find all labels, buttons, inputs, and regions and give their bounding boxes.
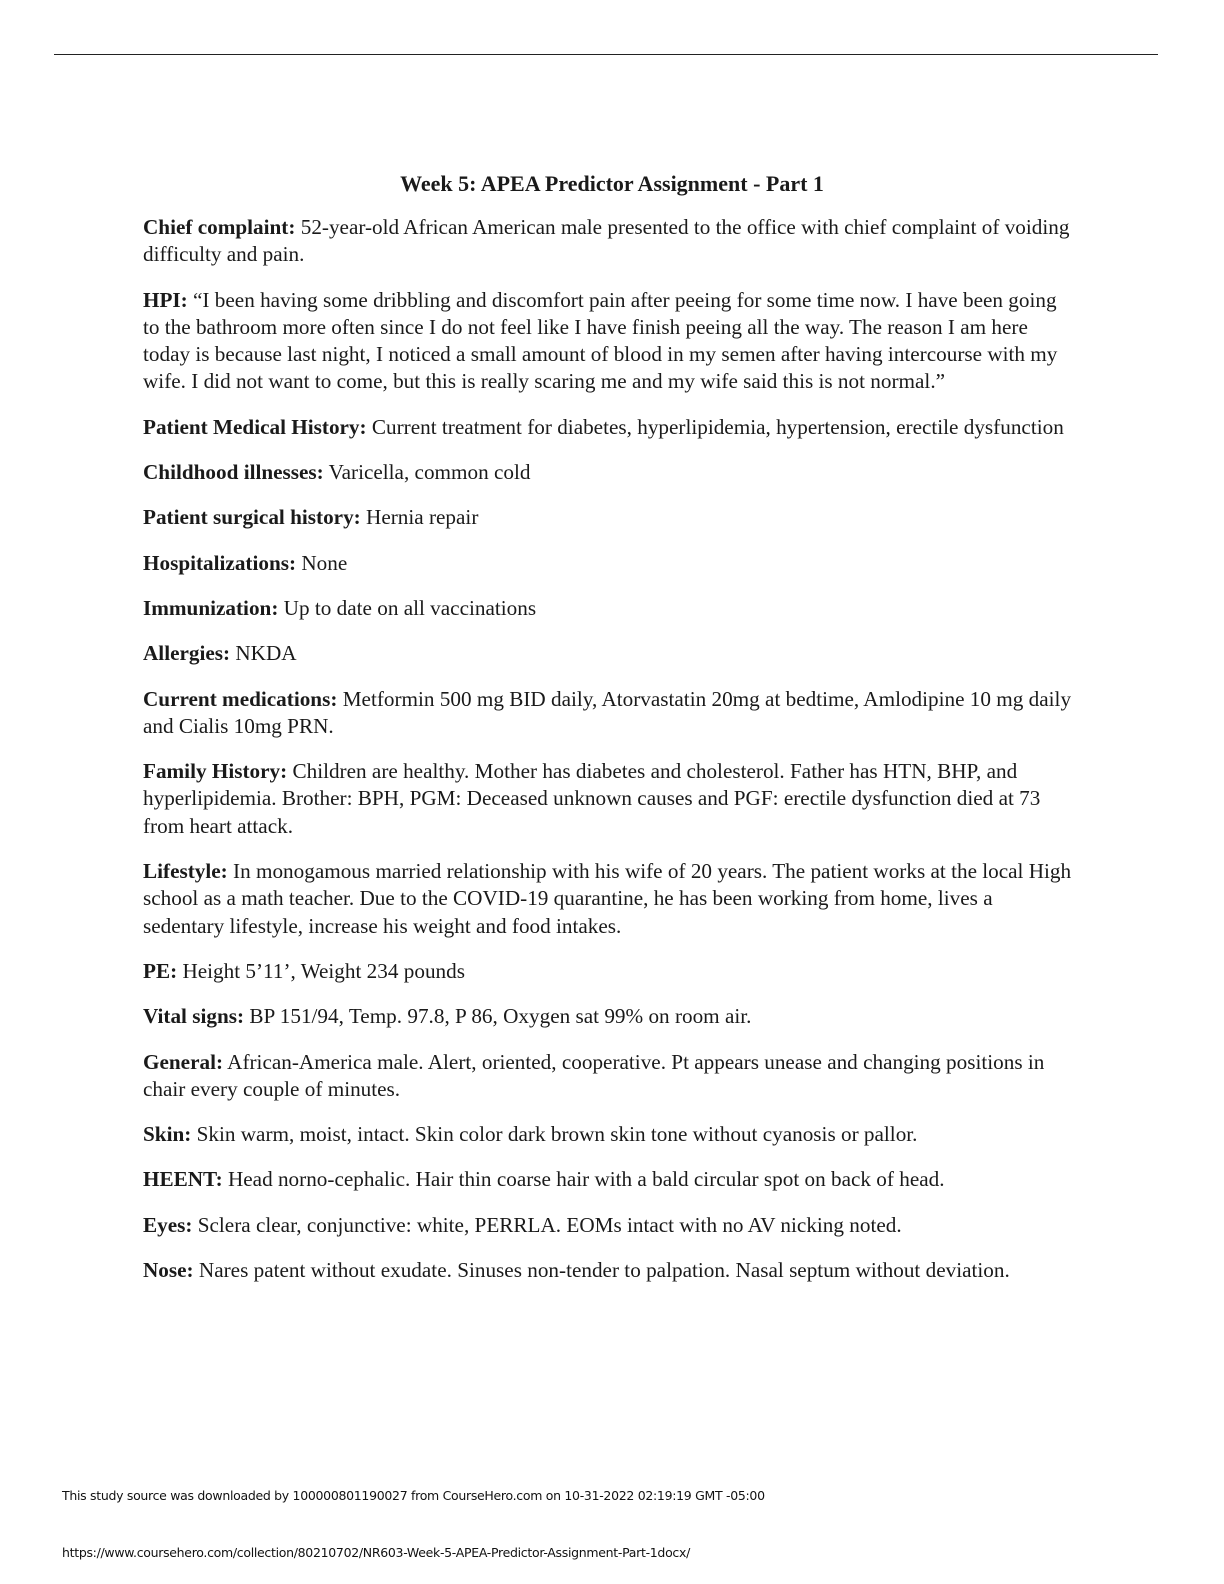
section-label: Patient Medical History: xyxy=(143,414,367,439)
section-label: General: xyxy=(143,1049,224,1074)
header-rule xyxy=(54,54,1158,55)
section-label: HPI: xyxy=(143,287,188,312)
eyes-section xyxy=(143,1212,1073,1239)
source-url-link[interactable]: https://www.coursehero.com/collection/80210702/NR603-Week-5-APEA-Predictor-Assignment-Part-1docx/ xyxy=(62,1545,690,1560)
section-text: In monogamous married relationship with his wife of 20 years. The patient works at the local High school as a math teacher. Due to the COVID-19 quarantine, he has been working from home, lives a sedentary lifestyle, increase his weight and food intakes. xyxy=(143,859,1072,938)
allergies-section xyxy=(143,640,1073,667)
document-title: Week 5: APEA Predictor Assignment - Part 1 xyxy=(400,171,824,196)
section-text: Head norno-cephalic. Hair thin coarse hair with a bald circular spot on back of head. xyxy=(222,1167,945,1192)
section-text: African-America male. Alert, oriented, cooperative. Pt appears unease and changing positions in chair every couple of minutes. xyxy=(143,1049,1045,1101)
section-label: Lifestyle: xyxy=(143,859,228,884)
childhood-illnesses-section xyxy=(143,459,1073,486)
section-label: Patient surgical history: xyxy=(143,505,361,530)
section-label: Childhood illnesses: xyxy=(143,460,324,485)
immunization-section xyxy=(143,595,1073,622)
section-text: NKDA xyxy=(230,641,297,666)
download-source-notice: This study source was downloaded by 100000801190027 from CourseHero.com on 10-31-2022 02:19:19 GMT -05:00 xyxy=(62,1488,765,1503)
general-section xyxy=(143,1049,1073,1104)
section-text: 52-year-old African American male presented to the office with chief complaint of voiding difficulty and pain. xyxy=(143,215,1070,267)
section-label: PE: xyxy=(143,958,178,983)
section-label: Allergies: xyxy=(143,641,231,666)
section-text: Hernia repair xyxy=(360,505,479,530)
pe-section xyxy=(143,958,1073,985)
section-text: Varicella, common cold xyxy=(323,460,531,485)
section-text: Skin warm, moist, intact. Skin color dark brown skin tone without cyanosis or pallor. xyxy=(191,1122,918,1147)
chief-complaint-section xyxy=(143,214,1073,269)
section-text: BP 151/94, Temp. 97.8, P 86, Oxygen sat 99% on room air. xyxy=(244,1004,752,1029)
section-text: Sclera clear, conjunctive: white, PERRLA. EOMs intact with no AV nicking noted. xyxy=(192,1212,902,1237)
section-text: Children are healthy. Mother has diabetes and cholesterol. Father has HTN, BHP, and hyperlipidemia. Brother: BPH, PGM: Deceased unknown causes and PGF: erectile dysfunction died at 73 from heart attack. xyxy=(143,759,1041,838)
section-label: Nose: xyxy=(143,1258,194,1283)
hospitalizations-section xyxy=(143,550,1073,577)
section-text: Up to date on all vaccinations xyxy=(278,595,537,620)
section-text: Height 5’11’, Weight 234 pounds xyxy=(177,958,465,983)
section-label: Chief complaint: xyxy=(143,215,296,239)
current-medications-section xyxy=(143,686,1073,741)
section-label: Immunization: xyxy=(143,595,279,620)
section-label: Skin: xyxy=(143,1122,192,1147)
surgical-history-section xyxy=(143,504,1073,531)
section-label: Hospitalizations: xyxy=(143,550,297,575)
section-label: Eyes: xyxy=(143,1212,193,1237)
section-label: Family History: xyxy=(143,759,288,784)
section-text: “I been having some dribbling and discomfort pain after peeing for some time now. I have been going to the bathroom more often since I do not feel like I have finish peeing all the way. The reason I am here today is because last night, I noticed a small amount of blood in my semen after having intercourse with my wife. I did not want to come, but this is really scaring me and my wife said this is not normal.” xyxy=(143,287,1058,394)
vital-signs-section xyxy=(143,1003,1073,1030)
section-text: Nares patent without exudate. Sinuses non-tender to palpation. Nasal septum without deviation. xyxy=(193,1258,1010,1283)
document-body xyxy=(143,214,1073,1302)
section-label: Current medications: xyxy=(143,686,338,711)
nose-section xyxy=(143,1257,1073,1284)
section-text: Metformin 500 mg BID daily, Atorvastatin 20mg at bedtime, Amlodipine 10 mg daily and Cialis 10mg PRN. xyxy=(143,686,1072,738)
section-label: HEENT: xyxy=(143,1167,223,1192)
heent-section xyxy=(143,1166,1073,1193)
section-text: None xyxy=(296,550,348,575)
section-label: Vital signs: xyxy=(143,1004,245,1029)
skin-section xyxy=(143,1121,1073,1148)
medical-history-section xyxy=(143,414,1073,441)
lifestyle-section xyxy=(143,858,1073,940)
section-text: Current treatment for diabetes, hyperlipidemia, hypertension, erectile dysfunction xyxy=(366,414,1064,439)
family-history-section xyxy=(143,758,1073,840)
hpi-section xyxy=(143,287,1073,396)
